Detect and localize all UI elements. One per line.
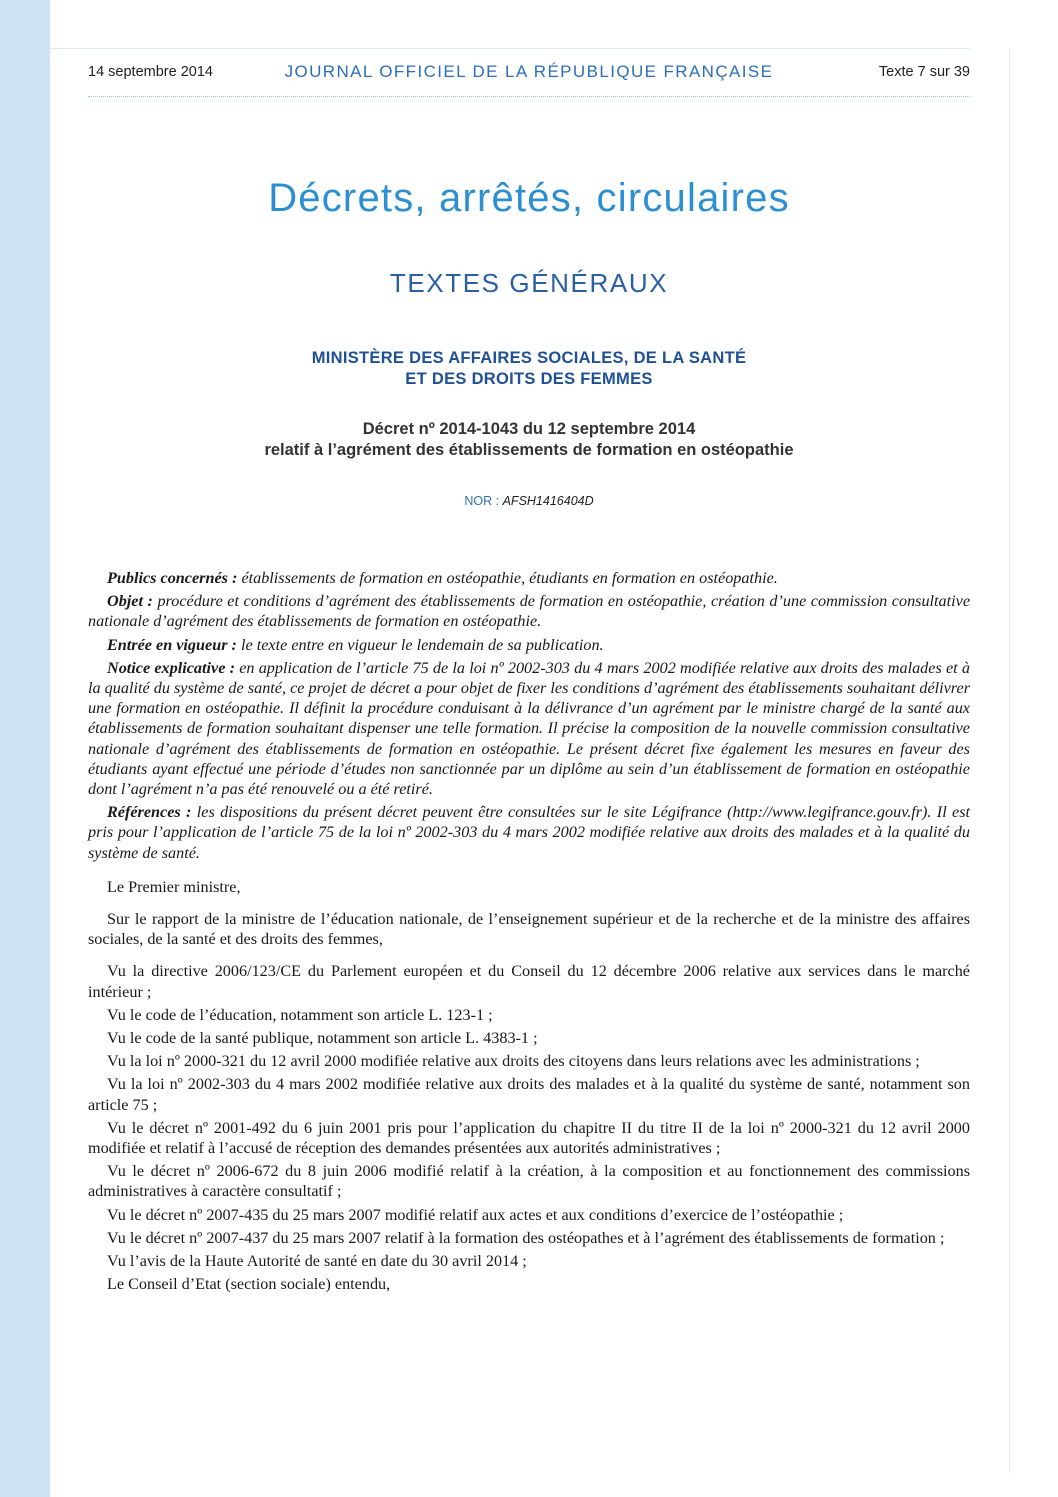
notice-text: procédure et conditions d’agrément des établissements de formation en ostéopathie, création d’une commission consultative nationale d’agrément des établissements de formation en ostéopathie. [88,592,971,631]
top-rule [50,48,970,49]
decree-title [88,419,970,461]
decree-title-line-1: Décret nº 2014-1043 du 12 septembre 2014 [362,420,696,438]
ministry-line-2: ET DES DROITS DES FEMMES [405,370,653,388]
visa-item: Le Conseil d’Etat (section sociale) entendu, [107,1275,391,1294]
notice-paragraph [88,591,970,631]
notice-label: Publics concernés : [107,569,238,587]
nor-value: AFSH1416404D [502,494,594,508]
preamble [88,877,970,1295]
ministry-heading [88,348,970,390]
notice-text: en application de l’article 75 de la loi nº 2002-303 du 4 mars 2002 modifiée relative aux droits des malades et à la qualité du système de santé, ce projet de décret a pour objet de fixer les conditions d’agrément des établissements souhaitant délivrer une formation en ostéopathie. Il définit la procédure conduisant à la délivrance d’un agrément par le ministre chargé de la santé aux établissements de formation souhaitant dispenser une telle formation. Il précise la composition de la nouvelle commission consultative nationale d’agrément des établissements de formation en ostéopathie. Le présent décret fixe également les mesures en faveur des étudiants ayant effectué une période d’études non sanctionnée par un diplôme au sein d’un établissement de formation en ostéopathie dont l’agrément n’a pas été renouvelé ou a été retiré. [88,658,970,799]
visa-item: Vu la loi nº 2000-321 du 12 avril 2000 modifiée relative aux droits des citoyens dans leurs relations avec les administrations ; [107,1052,920,1071]
header-divider [88,96,970,97]
section-title: Décrets, arrêtés, circulaires [268,176,790,220]
notice-label: Objet : [107,592,153,611]
visa-item: Vu la loi nº 2002-303 du 4 mars 2002 modifiée relative aux droits des malades et à la qualité du système de santé, notamment son article 75 ; [88,1075,970,1114]
notice-paragraph [88,635,970,655]
visa-item: Vu le décret nº 2006-672 du 8 juin 2006 modifié relatif à la création, à la composition et au fonctionnement des commissions administratives à caractère consultatif ; [88,1162,970,1201]
notice-paragraph [88,802,970,863]
notice-paragraph [88,568,970,588]
notice-text: le texte entre en vigueur le lendemain de sa publication. [241,635,604,654]
decree-body [88,568,970,1298]
notice-text: établissements de formation en ostéopathie, étudiants en formation en ostéopathie. [241,569,778,587]
visa-item: Vu l’avis de la Haute Autorité de santé en date du 30 avril 2014 ; [107,1252,527,1271]
preamble-rapport: Sur le rapport de la ministre de l’éducation nationale, de l’enseignement supérieur et de la recherche et de la ministre des affaires sociales, de la santé et des droits des femmes, [88,910,970,949]
visa-item: Vu le code de l’éducation, notamment son article L. 123-1 ; [107,1005,493,1024]
right-rule [1009,48,1010,1473]
header-date: 14 septembre 2014 [88,64,213,80]
nor-reference [88,494,970,508]
nor-label: NOR : [464,494,500,508]
ministry-line-1: MINISTÈRE DES AFFAIRES SOCIALES, DE LA SANTÉ [311,349,747,367]
notice-label: Références : [107,803,192,822]
notice-label: Entrée en vigueur : [107,635,237,654]
visa-item: Vu le décret nº 2007-437 du 25 mars 2007 relatif à la formation des ostéopathes et à l’agrément des établissements de formation ; [107,1228,945,1247]
left-margin-band [0,0,50,1497]
visa-item: Vu le code de la santé publique, notamment son article L. 4383-1 ; [107,1029,538,1048]
decree-title-line-2: relatif à l’agrément des établissements de formation en ostéopathie [264,441,794,459]
visa-item: Vu le décret nº 2001-492 du 6 juin 2001 pris pour l’application du chapitre II du titre II de la loi nº 2000-321 du 12 avril 2000 modifiée et relatif à l’accusé de réception des demandes présentées aux autorités administratives ; [88,1118,970,1158]
preamble-author: Le Premier ministre, [107,877,241,896]
subsection-title: TEXTES GÉNÉRAUX [389,268,669,298]
notice-label: Notice explicative : [107,658,235,677]
notice-text: les dispositions du présent décret peuvent être consultées sur le site Légifrance (http://www.legifrance.gouv.fr). Il est pris pour l’application de l’article 75 de la loi nº 2002-303 du 4 mars 2002 modifiée relative aux droits des malades et à la qualité du système de santé. [88,803,971,862]
visa-item: Vu la directive 2006/123/CE du Parlement européen et du Conseil du 12 décembre 2006 relative aux services dans le marché intérieur ; [88,962,970,1001]
notice-block [88,568,970,863]
visa-item: Vu le décret nº 2007-435 du 25 mars 2007 modifié relatif aux actes et aux conditions d’exercice de l’ostéopathie ; [107,1205,844,1224]
notice-paragraph [88,658,970,799]
journal-title: JOURNAL OFFICIEL DE LA RÉPUBLIQUE FRANÇAISE [284,62,774,81]
page-reference: Texte 7 sur 39 [878,64,970,80]
page-header [88,60,970,88]
